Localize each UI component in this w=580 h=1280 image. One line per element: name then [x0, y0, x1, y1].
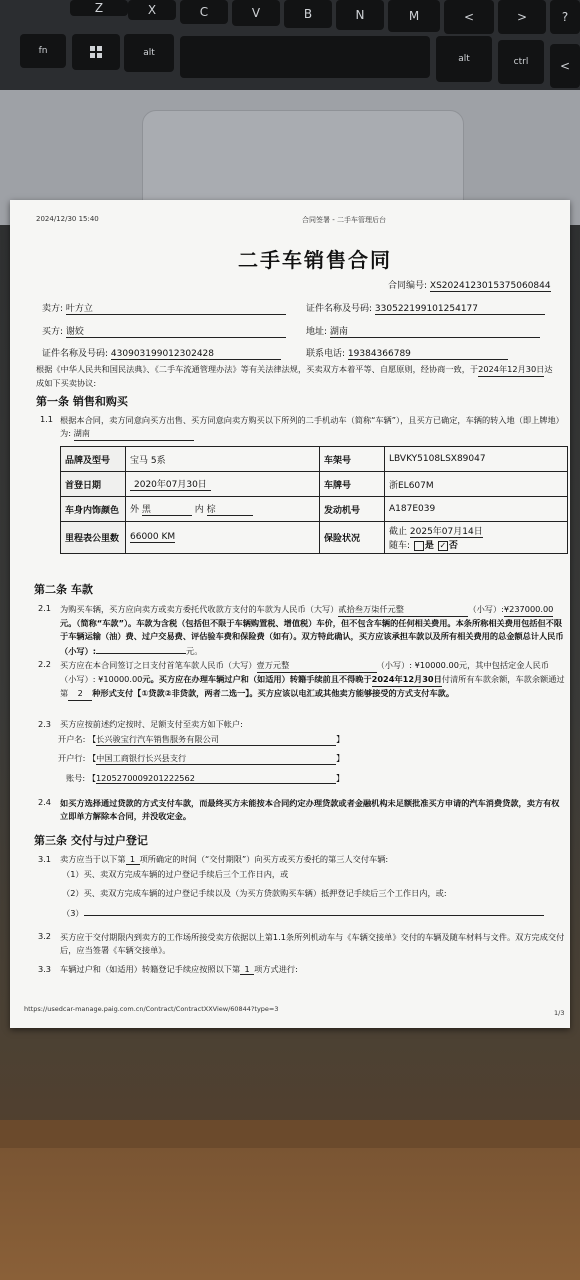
seller-name: 叶方立 — [66, 301, 286, 315]
key-ctrl: ctrl — [498, 40, 544, 84]
key-space — [180, 36, 430, 78]
price-amount: ¥237000.00 — [504, 603, 554, 617]
clause-3-1-item-2: （2）买、卖双方完成车辆的过户登记手续以及（为买方贷款购买车辆）抵押登记手续后三个工作日内，或: — [62, 888, 447, 898]
buyer-address-label: 地址: — [306, 327, 328, 337]
laptop-keyboard — [0, 0, 580, 90]
brand-value: 宝马 5系 — [126, 447, 320, 472]
buyer-name: 谢姣 — [66, 324, 286, 338]
vin-label: 车架号 — [320, 447, 385, 472]
clause-3-2-number: 3.2 — [38, 931, 52, 941]
buyer-cert-label: 证件名称及号码: — [42, 349, 109, 359]
seller-label: 卖方: — [42, 304, 64, 314]
engine-value: A187E039 — [385, 497, 568, 522]
key-question: ? — [550, 0, 580, 34]
buyer-phone: 19384366789 — [348, 349, 508, 360]
first-reg-label: 首登日期 — [61, 472, 126, 497]
key-x: X — [128, 0, 176, 20]
clause-3-1-item-1: （1）买、卖双方完成车辆的过户登记手续后三个工作日内，或 — [62, 869, 289, 879]
laptop-hinge — [0, 1120, 580, 1148]
buyer-address: 湖南 — [330, 324, 540, 338]
contract-number: XS2024123015375060844 — [429, 281, 551, 291]
clause-2-1-number: 2.1 — [38, 603, 52, 613]
brand-label: 品牌及型号 — [61, 447, 126, 472]
exterior-color: 黑 — [142, 502, 192, 516]
color-label: 车身内饰颜色 — [61, 497, 126, 522]
table-row — [61, 472, 568, 497]
table-row — [61, 522, 568, 554]
key-v: V — [232, 0, 280, 26]
clause-3-3: 车辆过户和（如适用）转籍登记手续应按照以下第 1 项方式进行: — [60, 964, 298, 974]
buyer-address-row — [306, 324, 540, 338]
key-alt-left: alt — [124, 34, 174, 72]
contract-number-label: 合同编号: — [388, 281, 428, 291]
seller-cert-row — [306, 301, 545, 315]
insurance-value: 截止 2025年07月14日 随车: 是 ✓ 否 — [385, 522, 568, 554]
clause-2-2-number: 2.2 — [38, 659, 52, 669]
key-left-arrow: < — [550, 44, 580, 88]
key-greater: > — [498, 0, 546, 34]
clause-3-1: 卖方应当于以下第 1 项所确定的时间（“交付期限”）向买方或买方委托的第三人交付车辆: — [60, 854, 389, 864]
clause-1-1-number: 1.1 — [40, 414, 54, 424]
page-number: 1/3 — [554, 1009, 565, 1017]
seller-row — [42, 301, 286, 315]
buyer-cert-row — [42, 346, 281, 360]
clause-1-1: 根据本合同，卖方同意向买方出售、买方同意向卖方购买以下所列的二手机动车（简称“车辆”），且买方已确定，车辆的转入地（即上牌地）为: 湖南 — [60, 414, 560, 441]
contract-number-row — [388, 278, 551, 292]
account-name: 长兴骏宝行汽车销售服务有限公司 — [96, 734, 336, 746]
clause-3-1-number: 3.1 — [38, 854, 52, 864]
section-3-heading: 第三条 交付与过户登记 — [34, 834, 148, 847]
balance-deadline: 2024年12月30日 — [372, 673, 442, 687]
color-value: 外 黑 内 棕 — [126, 497, 320, 522]
account-name-row: 开户名: 【长兴骏宝行汽车销售服务有限公司 】 — [58, 734, 345, 744]
bank-row: 开户行: 【中国工商银行长兴县支行 】 — [58, 753, 345, 763]
buyer-cert: 430903199012302428 — [111, 349, 281, 360]
vehicle-info-table — [60, 446, 568, 554]
key-alt-right: alt — [436, 36, 492, 82]
key-z: Z — [70, 0, 128, 16]
table-row — [61, 447, 568, 472]
delivery-option: 1 — [126, 854, 140, 865]
clause-3-2: 买方应于交付期限内到卖方的工作场所接受卖方依据以上第1.1条所列机动车与《车辆交接单》交付的车辆及随车材料与文件。双方完成交付后，应当签署《车辆交接单》。 — [60, 932, 565, 955]
footer-url: https://usedcar-manage.paig.com.cn/Contract/ContractXXView/60844?type=3 — [24, 1005, 279, 1013]
interior-color: 棕 — [207, 502, 253, 516]
clause-2-4: 如买方选择通过贷款的方式支付车款，而最终买方未能按本合同约定办理贷款或者金融机构未足额批准买方申请的汽车消费贷款，卖方有权立即单方解除本合同，并没收定金。 — [60, 798, 560, 821]
basis-date-part1: 2024年12 — [478, 363, 517, 377]
buyer-row — [42, 324, 286, 338]
buyer-label: 买方: — [42, 327, 64, 337]
clause-2-4-number: 2.4 — [38, 797, 52, 807]
print-datetime: 2024/12/30 15:40 — [36, 215, 99, 223]
buyer-phone-row — [306, 346, 508, 360]
key-n: N — [336, 0, 384, 30]
key-m: M — [388, 0, 440, 32]
clause-2-1: 为购买车辆，买方应向卖方或卖方委托代收款方支付的车款为人民币（大写）贰拾叁万柒仟元整 （小写）:¥237000.00元。（简称“车款”）。车款为含税（包括但不限于车辆购置税、增值税）车价，但不包含车辆的任何相关费用。本条所称相关费用包括但不限于车辆运输（油）费、过户交易费、评估验车费和保险费（如有）。双方特此确认，买方应该承担车款以及所有相关费用的总金额总计人民币（小写）: 元。 — [60, 604, 564, 656]
print-header: 合同签署 - 二手车管理后台 — [302, 216, 386, 224]
account-number: 1205270009201222562 — [96, 773, 336, 784]
key-less: < — [444, 0, 494, 34]
table-row — [61, 497, 568, 522]
mileage-label: 里程表公里数 — [61, 522, 126, 554]
insurance-label: 保险状况 — [320, 522, 385, 554]
clause-2-2: 买方应在本合同签订之日支付首笔车款人民币（大写）壹万元整 （小写）: ¥10000.00元，其中包括定金人民币（小写）: ¥10000.00元。买方应在办理车辆过户和（如适用）转籍手续前且不得晚于2024年12月30日付清所有车款余额，车款余额通过第 2 种形式支付【①贷款②非贷款，两者二选一】。买方应该以电汇或其他卖方能够接受的方式支付车款。 — [60, 659, 565, 701]
contract-basis: 根据《中华人民共和国民法典》、《二手车流通管理办法》等有关法律法规，买卖双方本着平等、自愿原则，经协商一致，于2024年12月30日达成如下买卖协议: — [36, 364, 553, 388]
payment-option: 2 — [68, 687, 92, 701]
mileage-value: 66000 KM — [126, 522, 320, 554]
price-uppercase: 贰拾叁万柒仟元整 — [338, 603, 468, 617]
basis-date-part2: 月30日 — [518, 363, 545, 377]
plate-label: 车牌号 — [320, 472, 385, 497]
vin-value: LBVKY5108LSX89047 — [385, 447, 568, 472]
first-payment-uppercase: 壹万元整 — [257, 659, 377, 673]
transfer-option: 1 — [240, 964, 254, 975]
registration-place: 湖南 — [74, 427, 194, 441]
engine-label: 发动机号 — [320, 497, 385, 522]
clause-3-3-number: 3.3 — [38, 964, 52, 974]
checkbox-no-checked — [438, 541, 448, 551]
first-reg-value: 2020年07月30日 — [126, 472, 320, 497]
plate-value: 浙EL607M — [385, 472, 568, 497]
account-number-row: 账号: 【1205270009201222562 】 — [66, 773, 345, 783]
seller-cert: 330522199101254177 — [375, 304, 545, 315]
contract-document — [10, 200, 570, 1028]
section-1-heading: 第一条 销售和购买 — [36, 395, 128, 408]
key-fn: fn — [20, 34, 66, 68]
checkbox-yes — [414, 541, 424, 551]
clause-2-3-number: 2.3 — [38, 719, 52, 729]
insurance-expiry: 2025年07月14日 — [410, 524, 483, 538]
clause-2-3: 买方应按前述约定按时、足额支付至卖方如下帐户: — [60, 719, 243, 729]
contract-title: 二手车销售合同 — [238, 248, 392, 272]
clause-3-1-item-3: （3） — [62, 905, 544, 919]
key-c: C — [180, 0, 228, 24]
wooden-table — [0, 1148, 580, 1280]
buyer-phone-label: 联系电话: — [306, 349, 346, 359]
section-2-heading: 第二条 车款 — [34, 583, 93, 596]
seller-cert-label: 证件名称及号码: — [306, 304, 373, 314]
bank-name: 中国工商银行长兴县支行 — [96, 753, 336, 765]
key-b: B — [284, 0, 332, 28]
windows-key-icon — [72, 34, 120, 70]
